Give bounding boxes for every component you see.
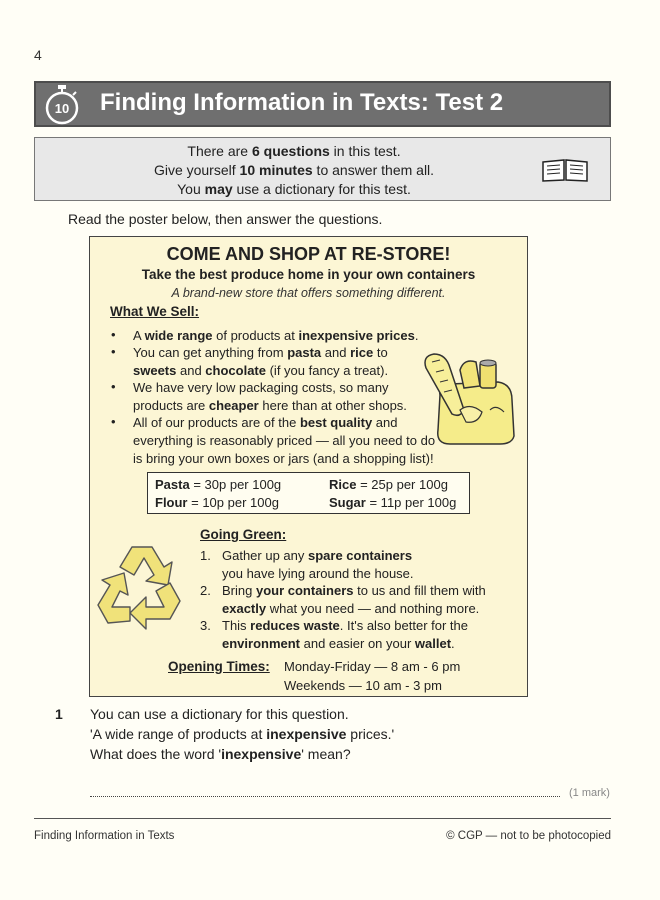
footer-right: © CGP — not to be photocopied	[446, 830, 611, 842]
opening-times-weekends: Weekends — 10 am - 3 pm	[284, 678, 442, 693]
mark-allocation: (1 mark)	[569, 787, 610, 799]
poster-tagline: A brand-new store that offers something different.	[171, 286, 446, 300]
instruction-line-2: Give yourself 10 minutes to answer them all.	[153, 162, 435, 178]
instruction-line-3: You may use a dictionary for this test.	[177, 181, 411, 197]
stopwatch-icon	[42, 83, 82, 125]
footer-left: Finding Information in Texts	[34, 830, 175, 842]
answer-line[interactable]	[90, 796, 560, 797]
bullet-marker: •	[111, 327, 116, 342]
price-item: Pasta = 30p per 100g	[155, 477, 282, 492]
price-item: Flour = 10p per 100g	[155, 495, 279, 510]
step-text-line: Gather up any spare containers	[222, 548, 413, 563]
step-number: 3.	[200, 618, 211, 633]
bullet-text-line: is bring your own boxes or jars (and a shopping list)!	[133, 451, 434, 466]
bullet-text-line: You can get anything from pasta and rice to	[133, 345, 388, 360]
bullet-text-line: sweets and chocolate (if you fancy a treat).	[133, 363, 389, 378]
step-text-line: exactly what you need — and nothing more.	[222, 601, 480, 616]
page-number: 4	[34, 47, 42, 63]
bullet-text-line: products are cheaper here than at other shops.	[133, 398, 407, 413]
opening-times-weekdays: Monday-Friday — 8 am - 6 pm	[284, 659, 461, 674]
step-text-line: environment and easier on your wallet.	[222, 636, 455, 651]
recycle-icon	[94, 541, 190, 635]
bullet-text-line: All of our products are of the best quality and	[133, 415, 398, 430]
bullet-marker: •	[111, 379, 116, 394]
step-text-line: Bring your containers to us and fill them with	[222, 583, 486, 598]
opening-times-heading: Opening Times:	[168, 659, 270, 674]
going-green-heading: Going Green:	[200, 527, 287, 542]
bullet-marker: •	[111, 414, 116, 429]
question-line-2: 'A wide range of products at inexpensive prices.'	[90, 726, 395, 742]
bullet-text-line: A wide range of products at inexpensive prices.	[133, 328, 419, 343]
question-number: 1	[55, 706, 63, 722]
bullet-text-line: everything is reasonably priced — all you need to do	[133, 433, 436, 448]
price-item: Rice = 25p per 100g	[329, 477, 448, 492]
question-line-1: You can use a dictionary for this question.	[90, 706, 349, 722]
page-title: Finding Information in Texts: Test 2	[100, 89, 504, 116]
open-book-icon	[540, 154, 590, 184]
reading-instruction: Read the poster below, then answer the questions.	[68, 211, 383, 227]
price-item: Sugar = 11p per 100g	[329, 495, 457, 510]
what-we-sell-heading: What We Sell:	[110, 304, 200, 319]
poster-title: COME AND SHOP AT RE-STORE!	[166, 244, 451, 264]
timer-minutes: 10	[54, 101, 70, 116]
instruction-line-1: There are 6 questions in this test.	[187, 143, 401, 159]
question-line-3: What does the word 'inexpensive' mean?	[90, 746, 351, 762]
step-text-line: you have lying around the house.	[222, 566, 414, 581]
step-number: 2.	[200, 583, 211, 598]
step-text-line: This reduces waste. It's also better for the	[222, 618, 468, 633]
bullet-text-line: We have very low packaging costs, so many	[133, 380, 389, 395]
poster-subtitle: Take the best produce home in your own containers	[141, 267, 476, 282]
footer-divider	[34, 818, 611, 819]
step-number: 1.	[200, 548, 211, 563]
bullet-marker: •	[111, 344, 116, 359]
bread-groceries-icon	[420, 340, 520, 448]
